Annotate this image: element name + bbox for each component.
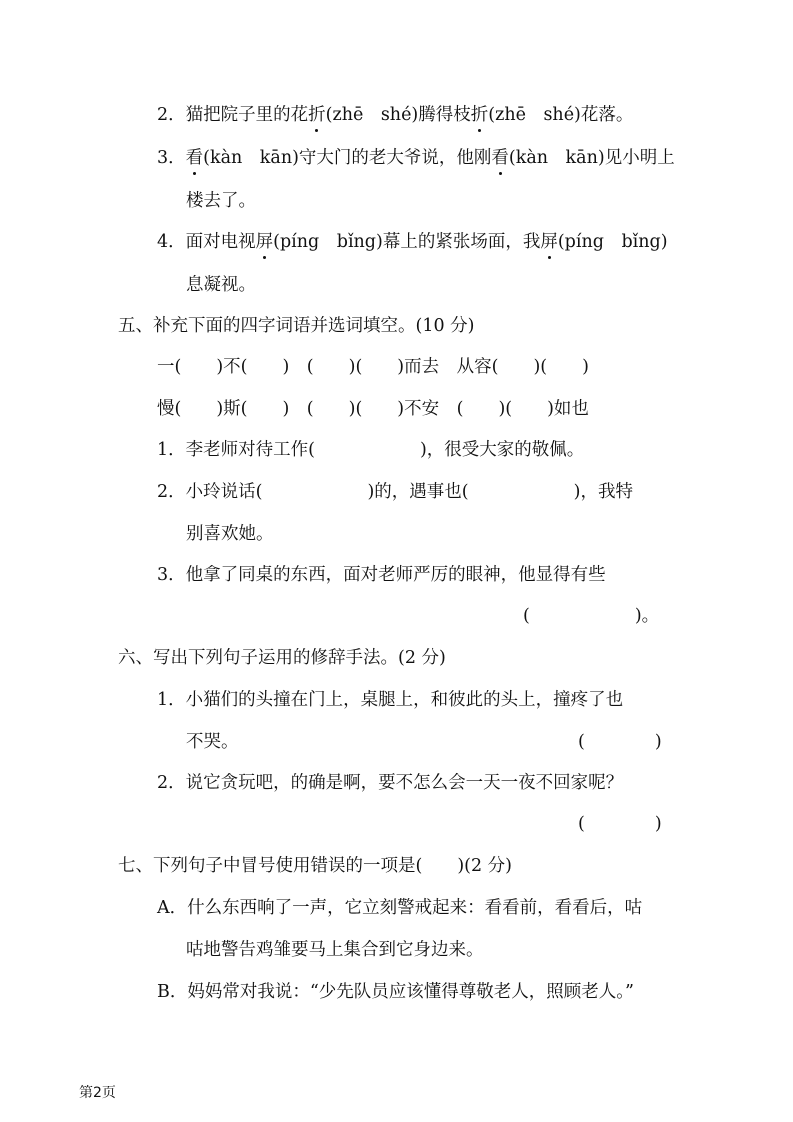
emphasis-dot-char: 看 — [185, 148, 204, 168]
q6-item-2: 2．说它贪玩吧，的确是啊，要不怎么会一天一夜不回家呢？ — [157, 773, 624, 793]
q6-item-1-continuation: 不哭。 — [186, 732, 239, 752]
q7-option-b: B．妈妈常对我说：“少先队员应该懂得尊敬老人，照顾老人。” — [157, 982, 635, 1002]
emphasis-dot-char: 看 — [491, 148, 509, 168]
emphasis-dot-char: 折 — [470, 105, 489, 125]
q5-item-2: 2．小玲说话( )的，遇事也( )，我特 — [157, 482, 633, 502]
q4-item-3: 3．看(kàn kān)守大门的老大爷说，他刚看(kàn kān)见小明上 — [157, 148, 675, 168]
emphasis-dot-char: 折 — [308, 105, 326, 125]
q7-title: 七、下列句子中冒号使用错误的一项是( )(2 分) — [118, 856, 513, 876]
page-number: 第2页 — [79, 1085, 116, 1101]
emphasis-dot-char: 屏 — [540, 232, 558, 252]
q5-word-row-2: 慢( )斯( ) ( )( )不安 ( )( )如也 — [157, 399, 589, 419]
q5-word-row-1: 一( )不( ) ( )( )而去 从容( )( ) — [157, 357, 589, 377]
q6-item-2-answer-blank: ( ) — [578, 814, 662, 834]
emphasis-dot-char: 屏 — [255, 232, 274, 252]
q5-item-1: 1．李老师对待工作( )，很受大家的敬佩。 — [157, 440, 585, 460]
q4-item-3-continuation: 楼去了。 — [186, 191, 256, 211]
q6-item-1: 1．小猫们的头撞在门上，桌腿上，和彼此的头上，撞疼了也 — [157, 690, 624, 710]
q4-item-4-continuation: 息凝视。 — [186, 275, 256, 295]
q6-item-1-answer-blank: ( ) — [578, 732, 662, 752]
q5-item-3-answer-blank: ( )。 — [523, 606, 660, 626]
q5-item-2-continuation: 别喜欢她。 — [186, 524, 274, 544]
q4-item-4: 4．面对电视屏(píng bǐng)幕上的紧张场面，我屏(píng bǐng) — [157, 232, 668, 252]
q5-item-3: 3．他拿了同桌的东西，面对老师严厉的眼神，他显得有些 — [157, 565, 606, 585]
q6-title: 六、写出下列句子运用的修辞手法。(2 分) — [118, 648, 446, 668]
q4-item-2: 2．猫把院子里的花折(zhē shé)腾得枝折(zhē shé)花落。 — [157, 105, 634, 125]
q5-title: 五、补充下面的四字词语并选词填空。(10 分) — [118, 316, 475, 336]
q7-option-a-continuation: 咕地警告鸡雏要马上集合到它身边来。 — [186, 940, 484, 960]
q7-option-a: A．什么东西响了一声，它立刻警戒起来：看看前，看看后，咕 — [157, 898, 643, 918]
